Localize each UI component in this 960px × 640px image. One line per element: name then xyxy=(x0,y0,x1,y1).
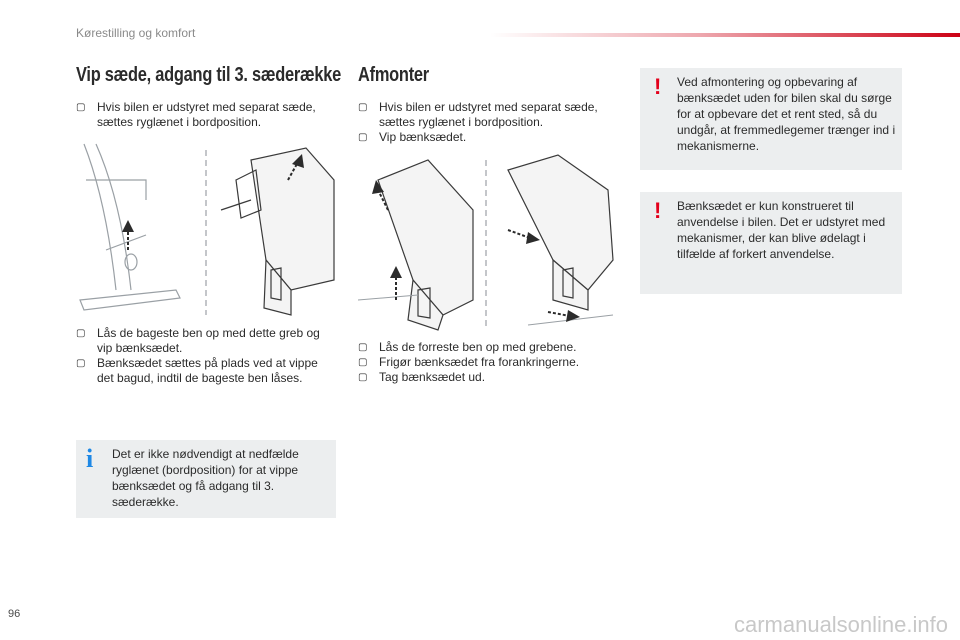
info-icon: i xyxy=(86,444,94,473)
warning-note-text: Bænksædet er kun konstrueret til anvendelse i bilen. Det er udstyret med mekanismer, der kan blive ødelagt i tilfælde af forkert anvendelse. xyxy=(677,199,886,261)
warning-note-text: Ved afmontering og opbevaring af bænksædet uden for bilen skal du sørge for at opbevare det et rent sted, så du undgår, at fremmedlegemer trænger ind i mekanismerne. xyxy=(677,75,896,153)
list-item xyxy=(358,355,620,370)
section1-top-list xyxy=(76,100,336,130)
pointer-square-icon: ▢ xyxy=(358,342,368,353)
section-title-text: Afmonter xyxy=(358,64,429,86)
list-item-text: Bænksædet sættes på plads ved at vippe det bagud, indtil de bageste ben låses. xyxy=(97,356,318,385)
list-item-text: Lås de forreste ben op med grebene. xyxy=(379,340,577,354)
warning-note-usage xyxy=(640,192,902,294)
section-title-remove xyxy=(358,64,445,87)
pointer-square-icon: ▢ xyxy=(76,328,86,339)
list-item-text: Vip bænksædet. xyxy=(379,130,467,144)
section-title-text: Vip sæde, adgang til 3. sæderække xyxy=(76,64,342,86)
pointer-square-icon: ▢ xyxy=(358,357,368,368)
header-accent-bar xyxy=(490,33,960,37)
page-number: 96 xyxy=(8,608,21,620)
list-item-text: Hvis bilen er udstyret med separat sæde, sættes ryglænet i bordposition. xyxy=(97,100,316,129)
pointer-square-icon: ▢ xyxy=(76,358,86,369)
section2-bottom-list xyxy=(358,340,620,385)
watermark: carmanualsonline.info xyxy=(733,612,948,637)
list-item-text: Hvis bilen er udstyret med separat sæde, sættes ryglænet i bordposition. xyxy=(379,100,598,129)
pointer-square-icon: ▢ xyxy=(358,372,368,383)
illustration-seat-tilt xyxy=(76,140,336,320)
warning-note-storage xyxy=(640,68,902,170)
list-item xyxy=(358,100,620,130)
chapter-title: Kørestilling og komfort xyxy=(76,26,196,40)
section2-top-list xyxy=(358,100,620,145)
list-item-text: Tag bænksædet ud. xyxy=(379,370,486,384)
info-note xyxy=(76,440,336,518)
list-item xyxy=(358,340,620,355)
exclamation-icon: ! xyxy=(654,74,662,99)
section1-bottom-list xyxy=(76,326,336,386)
list-item-text: Frigør bænksædet fra forankringerne. xyxy=(379,355,580,369)
section-title-tilt-seat xyxy=(76,64,399,87)
list-item xyxy=(76,356,336,386)
info-note-text: Det er ikke nødvendigt at nedfælde ryglænet (bordposition) for at vippe bænksædet og få adgang til 3. sæderække. xyxy=(112,447,299,509)
pointer-square-icon: ▢ xyxy=(76,102,86,113)
exclamation-icon: ! xyxy=(654,198,662,223)
pointer-square-icon: ▢ xyxy=(358,132,368,143)
list-item-text: Lås de bageste ben op med dette greb og vip bænksædet. xyxy=(97,326,320,355)
illustration-seat-removal xyxy=(358,150,620,335)
pointer-square-icon: ▢ xyxy=(358,102,368,113)
list-item xyxy=(358,130,620,145)
list-item xyxy=(358,370,620,385)
list-item xyxy=(76,100,336,130)
list-item xyxy=(76,326,336,356)
